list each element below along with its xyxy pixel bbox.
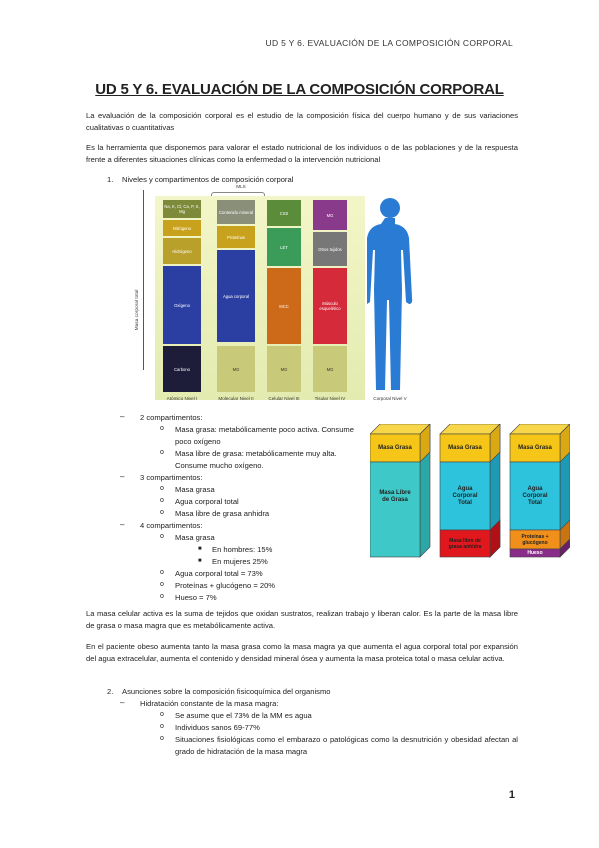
l4-top: MG [313,200,347,230]
l1-hydrogen: Hidrógeno [163,238,201,264]
box3-water: Agua Corporal Total [522,485,548,506]
running-header: UD 5 Y 6. EVALUACIÓN DE LA COMPOSICIÓN CORPORAL [265,38,513,48]
box3-bone: Hueso [527,550,543,556]
section-1-number: 1. [107,175,114,184]
l1-carbon: Carbono [163,346,201,392]
l3-mcc: MCC [267,268,301,344]
list-2-compartments: 2 compartimentos: [140,413,203,422]
l2-mineral: Contenido mineral [217,200,255,224]
page-title: UD 5 Y 6. EVALUACIÓN DE LA COMPOSICIÓN CORPORAL [95,81,504,98]
list-4a: Masa grasa [175,533,215,542]
list-3c: Masa libre de grasa anhidra [175,509,270,518]
list-4d: Hueso = 7% [175,593,217,602]
l2-protein: Proteínas [217,226,255,248]
paragraph-4: En el paciente obeso aumenta tanto la masa grasa como la masa magra ya que aumenta el agua corporal total por expansión del agua extracelular, aumenta el contenido y densidad mineral ósea y aumenta la masa proteica total o masa celular activa. [86,642,518,663]
list-4-compartments: 4 compartimentos: [140,521,203,530]
human-body-icon [367,194,413,398]
paragraph-3: La masa celular activa es la suma de tejidos que oxidan sustratos, realizan trabajo y liberan calor. Es la parte de la masa libre de grasa o masa magra que es metabólicamente activa. [86,609,518,630]
section-2-number: 2. [107,687,114,696]
intro-paragraph-1: La evaluación de la composición corporal es el estudio de la composición física del cuerpo humano y de sus variaciones cualitativas o cuantitativas [86,111,518,132]
l1-minerals: Na, K, Cl, Ca, P, S, Mg [163,200,201,218]
list-4a2: En mujeres 25% [212,557,268,566]
list-4c: Proteínas + glucógeno = 20% [175,581,276,590]
body-composition-levels-figure [135,184,411,412]
col-label-4: Tisular Nivel IV [314,396,346,401]
l4-other: Otros tejidos [313,232,347,266]
mls-label: MLS [236,184,246,189]
s2-b: Individuos sanos 69-77% [175,723,260,732]
box2-water: Agua Corporal Total [452,485,478,506]
box3-fat: Masa Grasa [518,444,552,451]
page-number: 1 [508,789,515,801]
l3-fat: MG [267,346,301,392]
l3-let: LET [267,228,301,266]
list-4a1: En hombres: 15% [212,545,273,554]
col-label-3: Celular Nivel III [268,396,300,401]
list-2a: Masa grasa: metabólicamente poco activa. Consume poco oxígeno [175,425,354,446]
box3-protein: Proteínas + glucógeno [521,533,549,546]
box1-fat: Masa Grasa [378,444,412,451]
l1-nitrogen: Nitrógeno [163,220,201,236]
l2-fat: MG [217,346,255,392]
col-label-2: Molecular Nivel II [218,396,254,401]
list-2b: Masa libre de grasa: metabólicamente muy alta. Consume mucho oxígeno. [175,449,337,470]
list-4b: Agua corporal total = 73% [175,569,263,578]
l1-oxygen: Oxígeno [163,266,201,344]
list-3a: Masa grasa [175,485,215,494]
y-axis-label: Masa corporal total [135,289,140,331]
list-3-compartments: 3 compartimentos: [140,473,203,482]
box2-anhydrous: Masa libre de grasa anhidra [448,537,482,550]
s2-a: Se asume que el 73% de la MM es agua [175,711,312,720]
l3-css: CSS [267,200,301,226]
l2-water: Agua corporal [217,250,255,342]
box1-ffm: Masa Libre de Grasa [379,490,411,503]
list-3b: Agua corporal total [175,497,239,506]
intro-paragraph-2: Es la herramienta que disponemos para valorar el estado nutricional de los individuos o de las poblaciones y de la respuesta frente a diferentes situaciones clínicas como la enfermedad o la intervención nutricional [86,143,518,164]
section-2-title: Asunciones sobre la composición fisicoquímica del organismo [122,687,331,696]
s2-hydration: Hidratación constante de la masa magra: [140,699,279,708]
col-label-5: Corporal Nivel V [373,396,407,401]
col-label-1: Atómico Nivel I [166,396,198,401]
section-1-title: Niveles y compartimentos de composición corporal [122,175,294,184]
l4-muscle: Músculo esquelético [313,268,347,344]
box2-fat: Masa Grasa [448,444,482,451]
s2-c: Situaciones fisiológicas como el embarazo o patológicas como la desnutrición y obesidad afectan al grado de hidratación de la masa magra [175,735,518,756]
l4-fat: MG [313,346,347,392]
